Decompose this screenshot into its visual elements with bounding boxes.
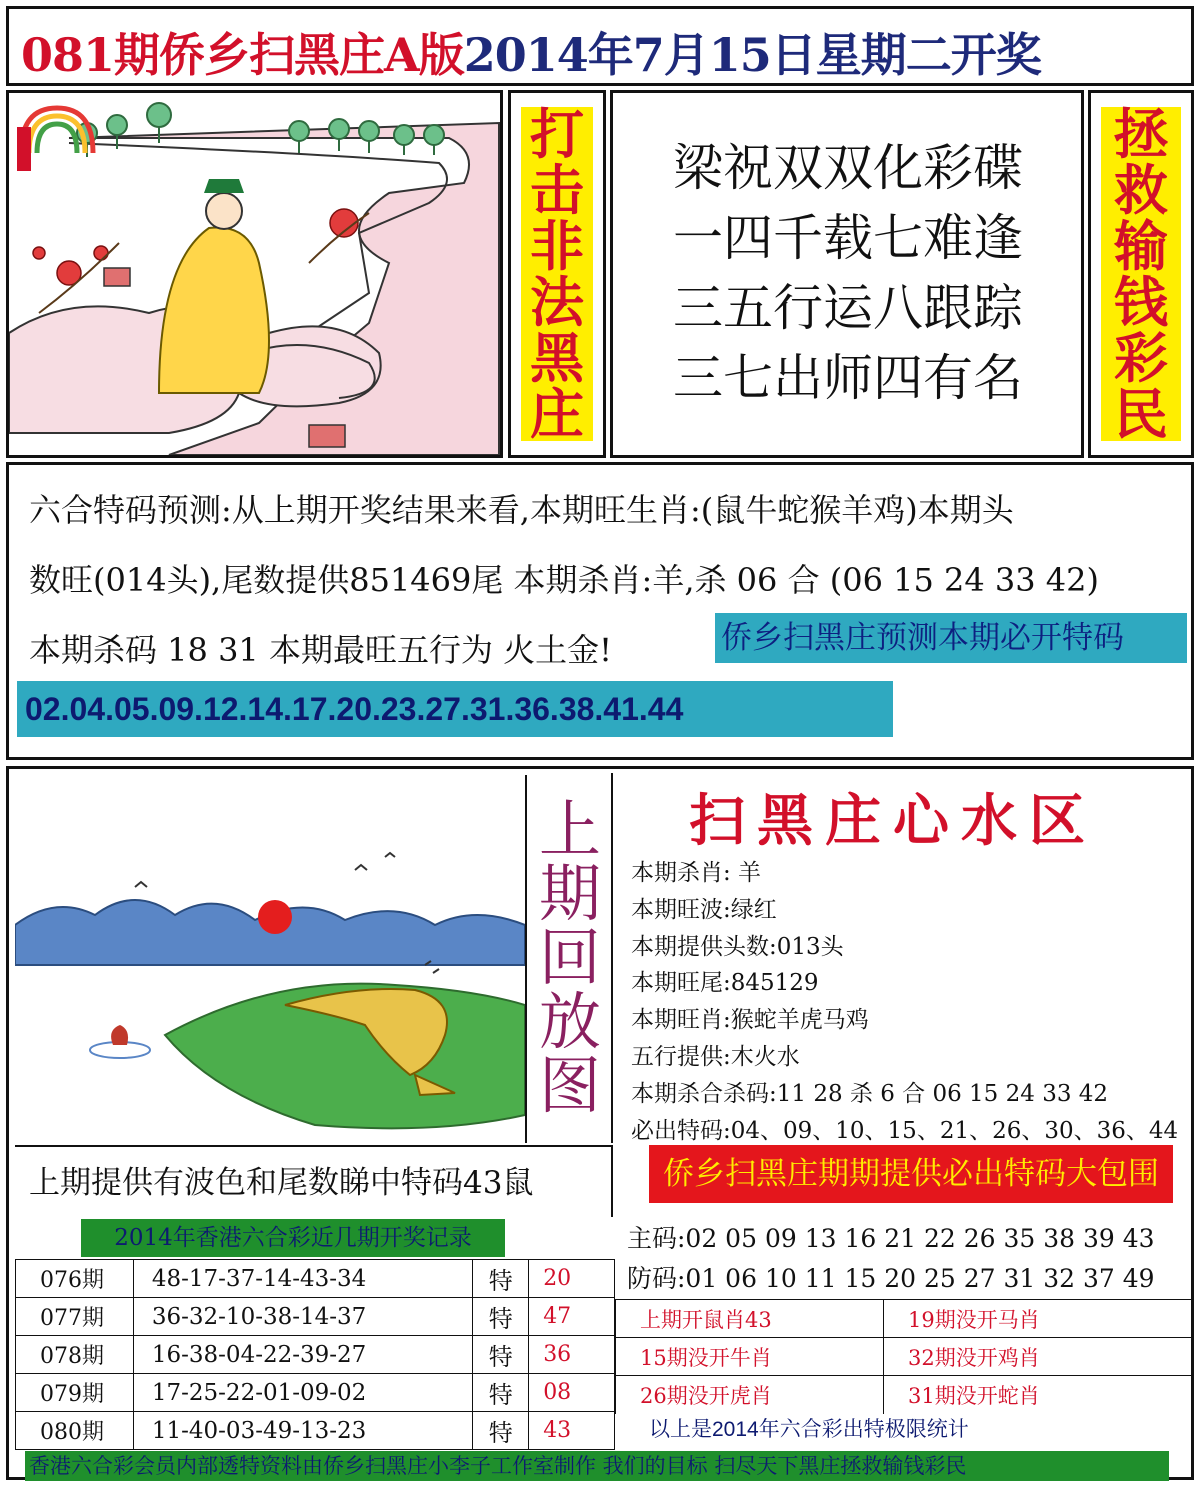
stats-note: 以上是2014年六合彩出特极限统计 xyxy=(649,1418,969,1441)
title-date: 2014年7月15日星期二开奖 xyxy=(463,28,1041,82)
table-row xyxy=(16,1412,615,1450)
tip-row: 本期旺尾:845129 xyxy=(631,970,819,997)
issue-cell: 079期 xyxy=(16,1374,134,1412)
stats-row xyxy=(616,1300,1192,1338)
prediction-line-1: 六合特码预测:从上期开奖结果来看,本期旺生肖:(鼠牛蛇猴羊鸡)本期头 xyxy=(29,491,1014,529)
left-banner-char: 非 xyxy=(530,214,584,278)
footer-banner: 香港六合彩会员内部透特资料由侨乡扫黑庄小李子工作室制作 我们的目标 扫尽天下黑庄拯救输钱彩民 xyxy=(25,1451,1169,1481)
special-label-cell: 特 xyxy=(473,1260,529,1298)
left-banner-char: 庄 xyxy=(530,382,584,446)
table-row xyxy=(16,1260,615,1298)
special-label-cell: 特 xyxy=(473,1412,529,1450)
tip-row: 本期旺肖:猴蛇羊虎马鸡 xyxy=(631,1007,869,1034)
records-title: 2014年香港六合彩近几期开奖记录 xyxy=(81,1219,505,1257)
poem-text xyxy=(673,133,1023,413)
stats-cell: 15期没开牛肖 xyxy=(616,1338,884,1376)
tip-row: 五行提供:木火水 xyxy=(631,1043,800,1070)
tip-row: 本期杀肖: 羊 xyxy=(631,860,762,886)
replay-title-char: 上 xyxy=(538,793,601,866)
tip-row: 必出特码:04、09、10、15、21、26、30、36、44 xyxy=(631,1117,1179,1144)
numbers-cell: 36-32-10-38-14-37 xyxy=(133,1298,472,1336)
issue-cell: 078期 xyxy=(16,1336,134,1374)
left-vertical-banner xyxy=(508,90,606,458)
tip-row: 本期旺波:绿红 xyxy=(631,896,777,923)
scholar-illustration xyxy=(6,90,503,458)
tips-list xyxy=(631,855,1191,1149)
tip-row: 本期提供头数:013头 xyxy=(631,933,844,960)
must-open-surround-banner: 侨乡扫黑庄期期提供必出特码大包围 xyxy=(649,1145,1173,1203)
replay-title-char: 期 xyxy=(538,857,601,930)
poem-panel xyxy=(610,90,1084,458)
must-open-banner: 侨乡扫黑庄预测本期必开特码 xyxy=(715,613,1187,663)
header-bar xyxy=(6,6,1194,86)
special-number-cell: 43 xyxy=(529,1412,615,1450)
page-title xyxy=(21,19,1041,85)
table-row xyxy=(16,1298,615,1336)
stats-table xyxy=(615,1299,1191,1414)
fish-scene xyxy=(15,775,525,1143)
right-banner-char: 彩 xyxy=(1114,326,1168,390)
stats-row xyxy=(616,1338,1192,1376)
numbers-cell: 16-38-04-22-39-27 xyxy=(133,1336,472,1374)
table-row xyxy=(16,1374,615,1412)
stats-cell: 31期没开蛇肖 xyxy=(884,1376,1192,1414)
must-open-numbers: 02.04.05.09.12.14.17.20.23.27.31.36.38.41.44 xyxy=(17,681,893,737)
right-banner-text xyxy=(1101,102,1181,446)
right-vertical-banner xyxy=(1088,90,1194,458)
records-table xyxy=(15,1259,615,1450)
left-banner-char: 黑 xyxy=(530,326,584,390)
lower-panel xyxy=(6,766,1194,1480)
numbers-cell: 17-25-22-01-09-02 xyxy=(133,1374,472,1412)
stats-cell: 32期没开鸡肖 xyxy=(884,1338,1192,1376)
heart-zone-title: 扫黑庄心水区 xyxy=(689,789,1097,854)
special-number-cell: 36 xyxy=(529,1336,615,1374)
right-banner-char: 拯 xyxy=(1114,102,1168,166)
stats-cell: 26期没开虎肖 xyxy=(616,1376,884,1414)
stats-row xyxy=(616,1376,1192,1414)
special-label-cell: 特 xyxy=(473,1374,529,1412)
left-banner-char: 法 xyxy=(530,270,584,334)
numbers-cell: 11-40-03-49-13-23 xyxy=(133,1412,472,1450)
special-label-cell: 特 xyxy=(473,1336,529,1374)
scholar-scene xyxy=(9,93,500,455)
right-banner-char: 输 xyxy=(1114,214,1168,278)
prediction-line-3: 本期杀码 18 31 本期最旺五行为 火土金! xyxy=(29,631,612,669)
left-banner-char: 打 xyxy=(530,102,584,166)
left-banner-text xyxy=(521,102,593,446)
special-number-cell: 47 xyxy=(529,1298,615,1336)
guard-codes: 防码:01 06 10 11 15 20 25 27 31 32 37 49 xyxy=(627,1264,1155,1293)
numbers-cell: 48-17-37-14-43-34 xyxy=(133,1260,472,1298)
poem-line: 三五行运八跟踪 xyxy=(673,279,1023,337)
issue-cell: 080期 xyxy=(16,1412,134,1450)
main-codes: 主码:02 05 09 13 16 21 22 26 35 38 39 43 xyxy=(627,1224,1155,1253)
right-banner-char: 钱 xyxy=(1114,270,1168,334)
right-banner-char: 民 xyxy=(1114,382,1168,446)
table-row xyxy=(16,1336,615,1374)
title-issue: 081期侨乡扫黑庄A版 xyxy=(21,28,464,82)
special-number-cell: 08 xyxy=(529,1374,615,1412)
replay-title-char: 放 xyxy=(538,985,601,1058)
issue-cell: 076期 xyxy=(16,1260,134,1298)
last-issue-hit: 上期提供有波色和尾数睇中特码43鼠 xyxy=(15,1145,613,1217)
stats-cell: 19期没开马肖 xyxy=(884,1300,1192,1338)
replay-title xyxy=(529,773,613,1143)
left-banner-char: 击 xyxy=(530,158,584,222)
special-number-cell: 20 xyxy=(529,1260,615,1298)
special-label-cell: 特 xyxy=(473,1298,529,1336)
issue-cell: 077期 xyxy=(16,1298,134,1336)
replay-title-char: 回 xyxy=(538,921,601,994)
replay-illustration xyxy=(15,775,527,1143)
right-banner-char: 救 xyxy=(1114,158,1168,222)
tip-row: 本期杀合杀码:11 28 杀 6 合 06 15 24 33 42 xyxy=(631,1080,1109,1107)
poem-line: 三七出师四有名 xyxy=(673,349,1023,407)
poem-line: 梁祝双双化彩碟 xyxy=(673,139,1023,197)
poem-line: 一四千载七难逢 xyxy=(673,209,1023,267)
prediction-panel xyxy=(6,462,1194,760)
stats-cell: 上期开鼠肖43 xyxy=(616,1300,884,1338)
prediction-line-2: 数旺(014头),尾数提供851469尾 本期杀肖:羊,杀 06 合 (06 15 24 33 42) xyxy=(29,561,1099,599)
replay-title-char: 图 xyxy=(538,1049,601,1122)
